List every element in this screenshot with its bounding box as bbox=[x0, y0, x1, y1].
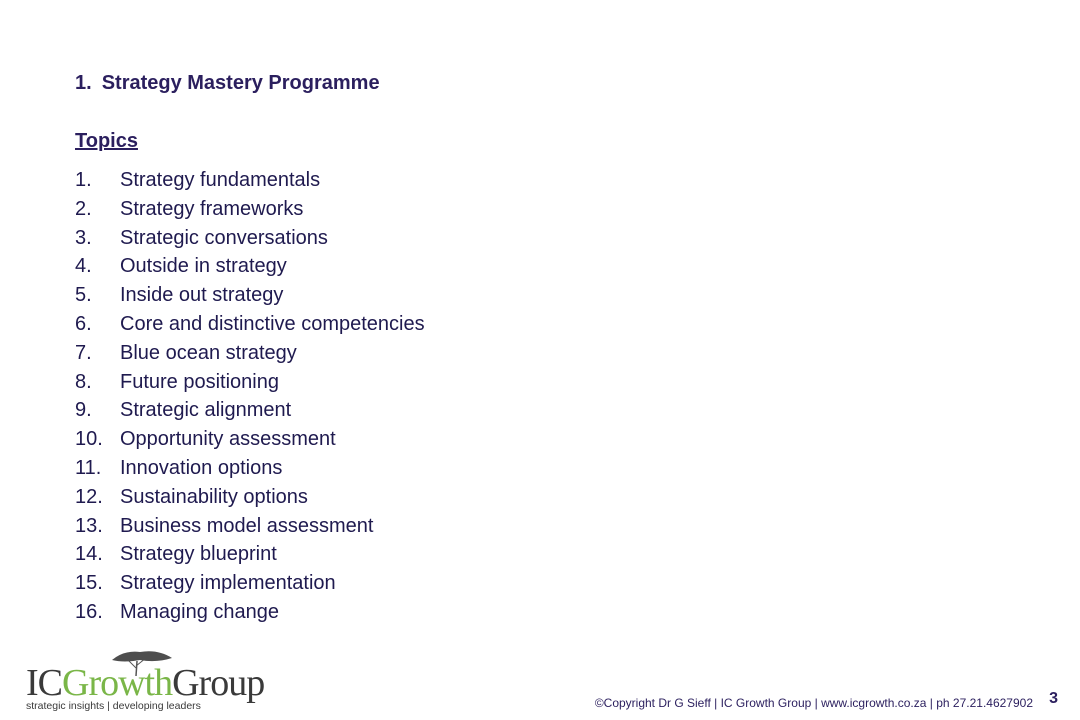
topic-list bbox=[75, 166, 425, 627]
list-item-number: 10. bbox=[75, 428, 103, 451]
list-item-label: Outside in strategy bbox=[120, 255, 287, 278]
list-item bbox=[75, 540, 425, 569]
list-item bbox=[75, 483, 425, 512]
list-item-label: Blue ocean strategy bbox=[120, 341, 297, 364]
section-number: 1. bbox=[75, 72, 92, 94]
list-item-number: 14. bbox=[75, 543, 103, 566]
list-item-number: 12. bbox=[75, 485, 103, 508]
svg-text:ICGrowthGroup bbox=[26, 662, 264, 704]
logo-group: Group bbox=[172, 662, 265, 704]
section-heading bbox=[75, 72, 380, 95]
footer-copyright: ©Copyright Dr G Sieff | IC Growth Group | www.icgrowth.co.za | ph 27.21.4627902 bbox=[594, 696, 1033, 710]
list-item-number: 11. bbox=[75, 456, 102, 479]
list-item-number: 15. bbox=[75, 572, 103, 595]
page-number: 3 bbox=[1049, 690, 1058, 707]
list-item-label: Strategic conversations bbox=[120, 226, 328, 249]
list-item-number: 13. bbox=[75, 514, 103, 537]
logo-tagline: strategic insights | developing leaders bbox=[26, 700, 201, 712]
list-item-number: 16. bbox=[75, 600, 103, 623]
topics-label: Topics bbox=[75, 130, 138, 152]
list-item-label: Strategy frameworks bbox=[120, 197, 304, 220]
list-item-label: Strategy blueprint bbox=[120, 543, 277, 566]
list-item-number: 9. bbox=[75, 399, 92, 422]
section-title: Strategy Mastery Programme bbox=[101, 72, 380, 94]
list-item bbox=[75, 454, 425, 483]
list-item-number: 5. bbox=[75, 284, 92, 307]
list-item bbox=[75, 166, 425, 195]
list-item-label: Opportunity assessment bbox=[120, 428, 336, 451]
company-logo bbox=[24, 648, 265, 712]
list-item bbox=[75, 281, 425, 310]
list-item-label: Sustainability options bbox=[120, 485, 308, 508]
list-item bbox=[75, 569, 425, 598]
logo-graphic bbox=[24, 648, 265, 712]
list-item-number: 7. bbox=[75, 341, 92, 364]
logo-growth: Growth bbox=[62, 662, 173, 704]
list-item-number: 2. bbox=[75, 197, 92, 220]
list-item bbox=[75, 368, 425, 397]
list-item bbox=[75, 425, 425, 454]
logo-ic: IC bbox=[26, 662, 62, 704]
list-item bbox=[75, 339, 425, 368]
list-item-label: Inside out strategy bbox=[120, 284, 284, 307]
list-item bbox=[75, 598, 425, 627]
list-item-number: 1. bbox=[75, 169, 92, 191]
list-item-label: Strategy fundamentals bbox=[120, 169, 321, 191]
list-item-label: Core and distinctive competencies bbox=[120, 312, 425, 335]
list-item-label: Innovation options bbox=[120, 456, 283, 479]
list-item bbox=[75, 195, 425, 224]
list-item-label: Managing change bbox=[120, 600, 280, 623]
list-item-label: Future positioning bbox=[120, 370, 279, 393]
list-item-label: Strategy implementation bbox=[120, 572, 336, 595]
list-item bbox=[75, 252, 425, 281]
list-item-number: 3. bbox=[75, 226, 92, 249]
list-item-number: 8. bbox=[75, 370, 92, 393]
list-item bbox=[75, 224, 425, 253]
list-item bbox=[75, 512, 425, 541]
list-item bbox=[75, 310, 425, 339]
list-item bbox=[75, 396, 425, 425]
list-item-label: Strategic alignment bbox=[120, 399, 292, 422]
list-item-label: Business model assessment bbox=[120, 514, 374, 537]
list-item-number: 4. bbox=[75, 255, 92, 278]
list-item-number: 6. bbox=[75, 312, 92, 335]
